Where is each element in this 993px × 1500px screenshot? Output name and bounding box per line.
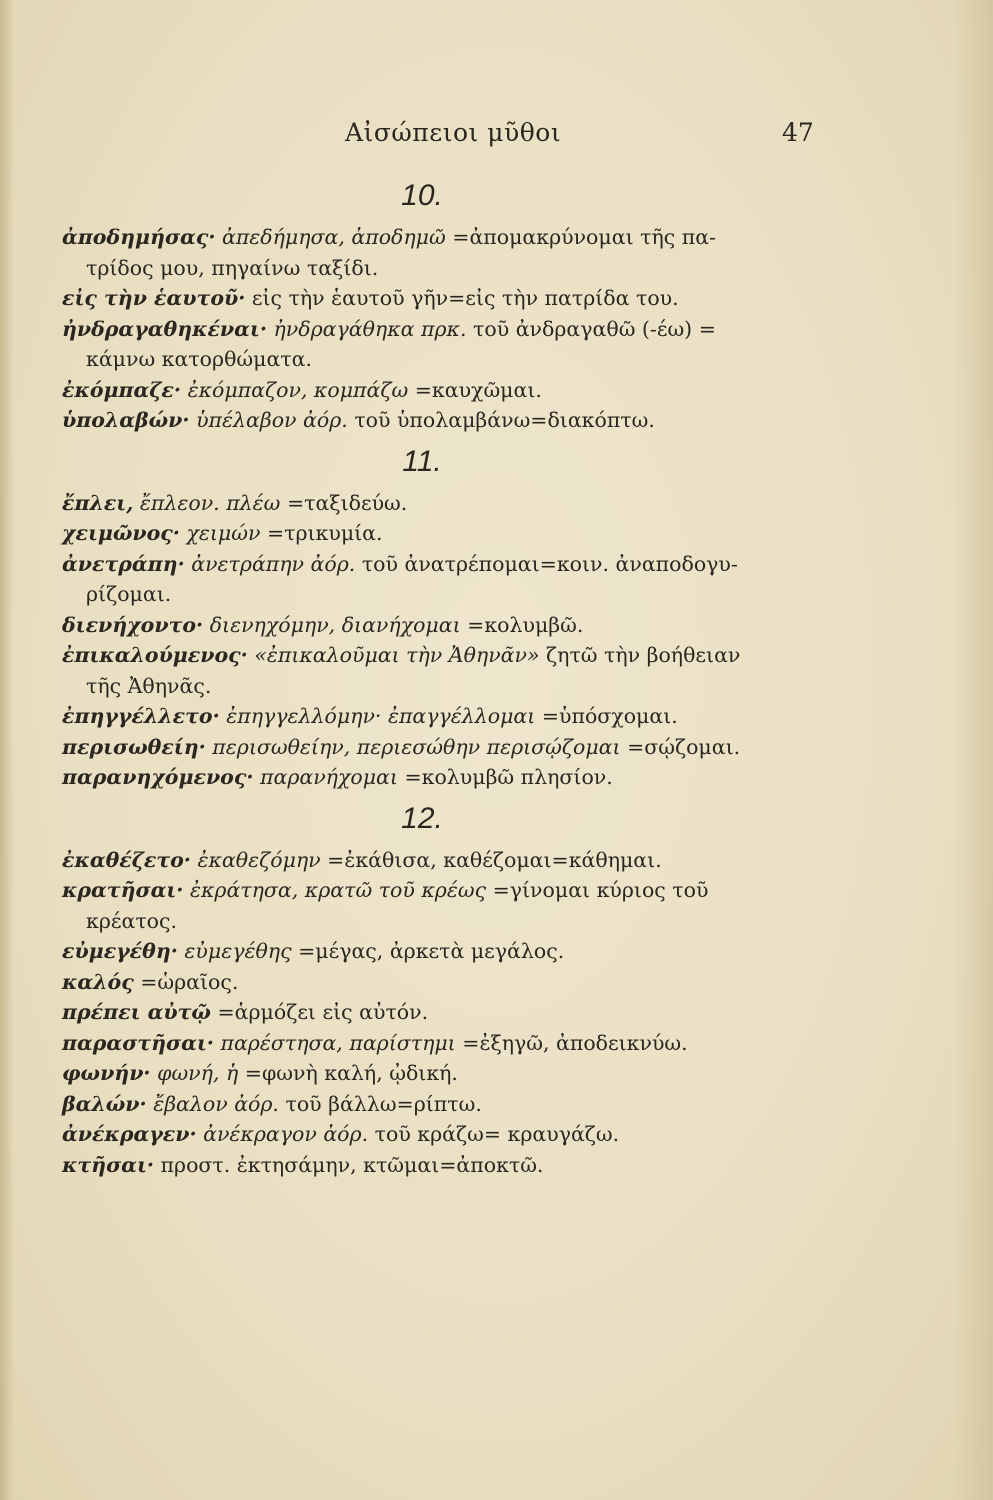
entry-form: ἐκόμπαζον, κομπάζω [187,377,409,402]
entry-lemma: εὐμεγέθη· [62,939,178,963]
entry-gloss: =ἀπομακρύνομαι τῆς πα- [452,225,716,249]
entry-continuation: κρέατος. [86,908,178,933]
entry-lemma: ἐπικαλούμενος· [62,643,248,667]
glossary-content [62,170,822,1180]
entry-lemma: πρέπει αὐτῷ [62,1000,211,1024]
entry-gloss: προστ. ἐκτησάμην, κτῶμαι=ἀποκτῶ. [160,1152,544,1177]
glossary-entry [62,1089,822,1120]
entry-gloss: εἰς τὴν ἑαυτοῦ γῆν=εἰς τὴν πατρίδα του. [251,286,679,310]
glossary-entry [62,314,822,375]
entry-continuation: τρίδος μου, πηγαίνω ταξίδι. [86,255,379,280]
entry-gloss: =σῴζομαι. [627,734,741,759]
glossary-entry [62,1150,822,1181]
entry-gloss: =γίνομαι κύριος τοῦ [492,878,709,902]
entry-gloss: =ταξιδεύω. [286,490,408,515]
page-edge-shadow-left [0,0,14,1500]
entry-lemma: ἐπηγγέλλετο· [62,704,220,728]
entry-lemma: περισωθείη· [62,734,206,759]
glossary-entry [62,967,822,998]
glossary-entry [62,997,822,1028]
glossary-entry [62,1119,822,1150]
entry-gloss: =ἐξηγῶ, ἀποδεικνύω. [462,1030,688,1055]
glossary-entry [62,488,822,519]
entry-lemma: παραστῆσαι· [62,1030,214,1055]
glossary-entry [62,701,822,732]
page-number: 47 [782,118,814,147]
glossary-entry [62,283,822,314]
entry-lemma: ἀποδημήσας· [62,225,216,249]
glossary-entry [62,222,822,283]
entry-gloss: =καυχῶμαι. [414,377,542,402]
entry-lemma: χειμῶνος· [62,521,180,545]
entry-gloss: τοῦ κράζω= κραυγάζω. [374,1122,620,1146]
entry-gloss: =μέγας, ἀρκετὰ μεγάλος. [298,939,565,963]
entry-form: ἠνδραγάθηκα πρκ. [273,316,467,341]
section-number: 10. [401,179,443,212]
entry-form: ἀνέκραγον ἀόρ. [203,1122,369,1146]
page-edge-shadow-right [953,0,993,1500]
section-number: 11. [402,444,442,478]
entry-form: ἔπλεον. πλέω [139,490,281,515]
entry-lemma: εἰς τὴν ἑαυτοῦ· [62,286,246,310]
entry-gloss: =τρικυμία. [266,521,383,545]
glossary-entry [62,936,822,967]
entry-form: χειμών [186,521,261,545]
glossary-entry [62,1028,822,1059]
glossary-entry [62,610,822,641]
entry-lemma: ἀνετράπη· [62,551,185,576]
entry-form: παρέστησα, παρίστημι [220,1030,456,1055]
entry-gloss: =ἐκάθισα, καθέζομαι=κάθημαι. [327,847,662,872]
glossary-entry [62,549,822,610]
page-header [0,118,993,158]
entry-form: παρανήχομαι [260,765,398,789]
glossary-entry [62,405,822,436]
entry-continuation: κάμνω κατορθώματα. [86,347,312,371]
entry-lemma: ἐκαθέζετο· [62,847,191,872]
running-title: Αἰσώπειοι μῦθοι [345,118,562,147]
glossary-entry [62,875,822,936]
entry-form: ἔβαλον ἀόρ. [153,1091,279,1116]
glossary-entry [62,375,822,406]
entry-form: διενηχόμην, διανήχομαι [209,612,461,637]
entry-gloss: ζητῶ τὴν βοήθειαν [546,643,741,667]
entry-lemma: διενήχοντο· [62,612,204,637]
entry-form: περισωθείην, περιεσώθην περισῴζομαι [212,734,621,759]
entry-gloss: =ἁρμόζει εἰς αὐτόν. [217,1000,429,1024]
entry-lemma: ὑπολαβών· [62,408,190,432]
entry-lemma: παρανηχόμενος· [62,765,254,789]
glossary-entry [62,640,822,701]
entry-continuation: ρίζομαι. [86,582,172,606]
entry-gloss: τοῦ ἀνατρέπομαι=κοιν. ἀναποδογυ- [361,551,738,576]
entry-lemma: κτῆσαι· [62,1152,155,1177]
entry-gloss: τοῦ ἀνδραγαθῶ (-έω) = [473,316,716,341]
entry-lemma: ἠνδραγαθηκέναι· [62,316,267,341]
section-number: 12. [401,801,443,835]
entry-form: ἐπηγγελλόμην· ἐπαγγέλλομαι [226,704,536,728]
entry-gloss: τοῦ ὑπολαμβάνω=διακόπτω. [354,408,655,432]
entry-lemma: κρατῆσαι· [62,878,184,902]
entry-lemma: ἔπλει, [62,490,134,515]
entry-gloss: =ὡραῖος. [140,969,239,994]
entry-gloss: =κολυμβῶ. [467,612,584,637]
entry-form: φωνή, ἡ [157,1061,239,1085]
entry-continuation: τῆς Ἀθηνᾶς. [86,673,212,698]
entry-form: εὐμεγέθης [184,939,292,963]
entry-lemma: φωνήν· [62,1061,151,1085]
entry-gloss: =φωνὴ καλή, ᾠδική. [244,1061,458,1085]
entry-form: ἀνετράπην ἀόρ. [191,551,356,576]
entry-gloss: =κολυμβῶ πλησίον. [404,765,613,789]
entry-form: «ἐπικαλοῦμαι τὴν Ἀθηνᾶν» [254,643,540,667]
entry-form: ἐκαθεζόμην [197,847,321,872]
entry-lemma: ἐκόμπαζε· [62,377,182,402]
entry-gloss: =ὑπόσχομαι. [541,704,678,728]
entry-form: ἀπεδήμησα, ἀποδημῶ [221,225,446,249]
glossary-entry [62,845,822,876]
entry-form: ἐκράτησα, κρατῶ τοῦ κρέως [189,878,487,902]
entry-form: ὑπέλαβον ἀόρ. [196,408,348,432]
glossary-entry [62,1058,822,1089]
glossary-entry [62,762,822,793]
entry-lemma: βαλών· [62,1091,147,1116]
glossary-entry [62,732,822,763]
glossary-entry [62,518,822,549]
entry-lemma: ἀνέκραγεν· [62,1122,197,1146]
entry-lemma: καλός [62,969,134,994]
entry-gloss: τοῦ βάλλω=ρίπτω. [285,1091,482,1116]
